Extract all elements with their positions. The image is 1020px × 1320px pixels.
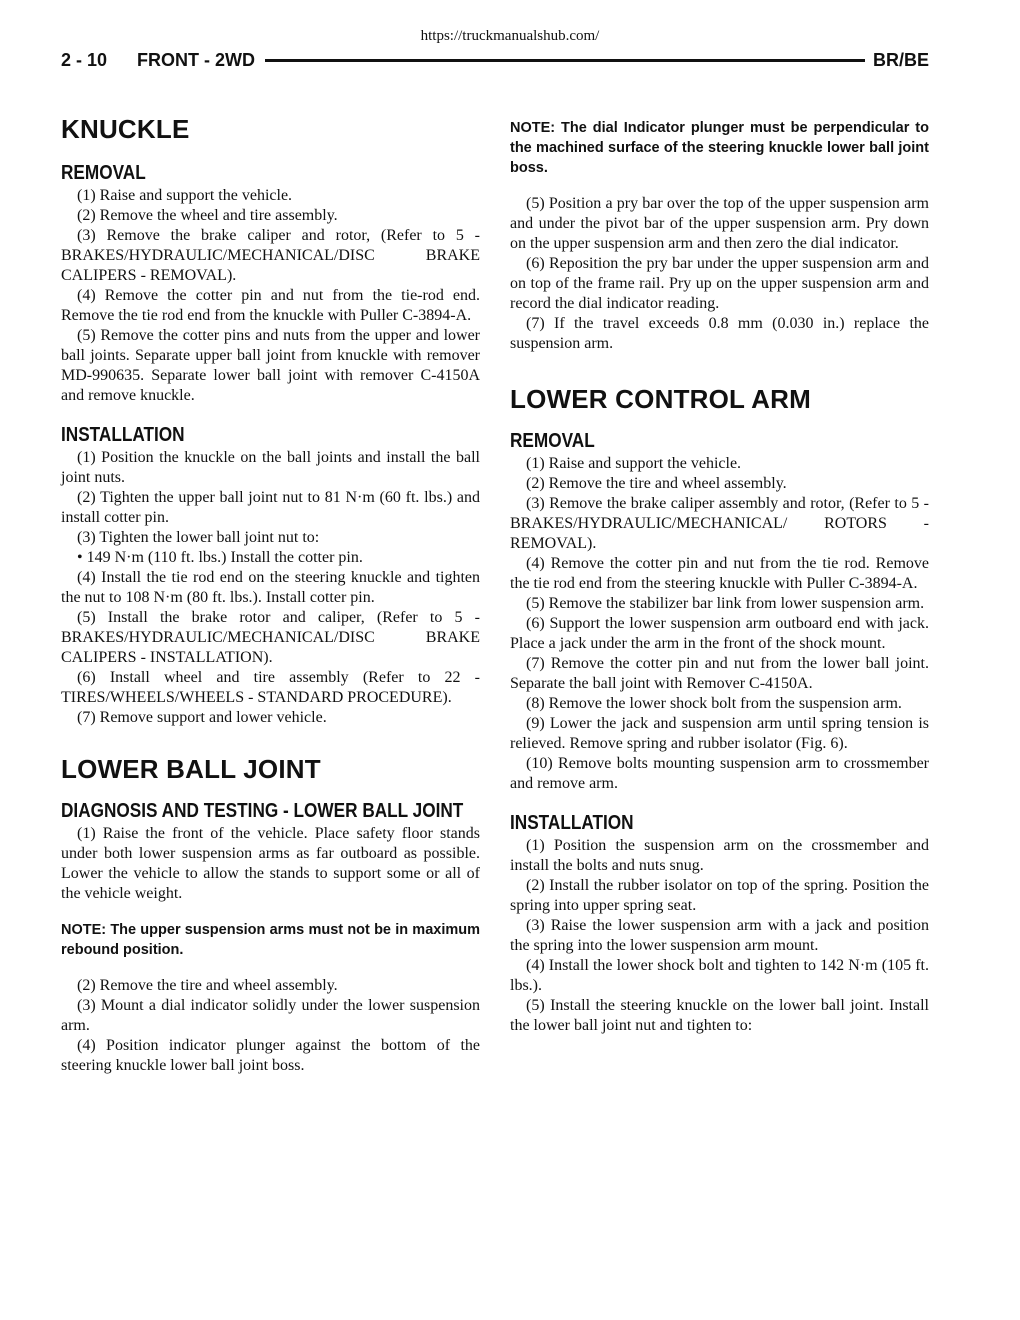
step: (1) Raise the front of the vehicle. Place safety floor stands under both lower suspension arms as far outboard as possible. Lower the vehicle to allow the stands to support some or all of the vehicle weight.	[61, 825, 480, 902]
knuckle-installation-steps	[61, 448, 480, 728]
note-text: NOTE: The upper suspension arms must not be in maximum rebound position.	[61, 922, 480, 958]
step: (1) Position the knuckle on the ball joints and install the ball joint nuts.	[61, 449, 480, 486]
step: (5) Position a pry bar over the top of the upper suspension arm and under the pivot bar of the upper suspension arm. Pry down on the upper suspension arm and then zero the dial indicator.	[510, 195, 929, 252]
step: (7) Remove support and lower vehicle.	[77, 709, 327, 726]
knuckle-installation-heading: INSTALLATION	[61, 424, 185, 446]
step: (7) If the travel exceeds 0.8 mm (0.030 in.) replace the suspension arm.	[510, 315, 929, 352]
step: (4) Position indicator plunger against the bottom of the steering knuckle lower ball joint boss.	[61, 1037, 480, 1074]
step: (4) Install the lower shock bolt and tighten to 142 N·m (105 ft. lbs.).	[510, 957, 929, 994]
knuckle-title: KNUCKLE	[61, 114, 190, 144]
step: (2) Install the rubber isolator on top of the spring. Position the spring into upper spring seat.	[510, 877, 929, 914]
step: (5) Install the brake rotor and caliper, (Refer to 5 - BRAKES/HYDRAULIC/MECHANICAL/DISC BRAKE CALIPERS - INSTALLATION).	[61, 609, 480, 666]
control-arm-removal-heading: REMOVAL	[510, 430, 595, 452]
step: (2) Remove the tire and wheel assembly.	[77, 977, 338, 994]
step: (5) Remove the stabilizer bar link from lower suspension arm.	[526, 595, 925, 612]
step: (4) Remove the cotter pin and nut from the tie rod. Remove the tie rod end from the steering knuckle with Puller C-3894-A.	[510, 555, 929, 592]
lower-control-arm-title: LOWER CONTROL ARM	[510, 384, 811, 414]
model-code: BR/BE	[872, 49, 929, 70]
step: (7) Remove the cotter pin and nut from the lower ball joint. Separate the ball joint with Remover C-4150A.	[510, 655, 929, 692]
control-arm-installation-heading: INSTALLATION	[510, 812, 634, 834]
step: (5) Install the steering knuckle on the lower ball joint. Install the lower ball joint nut and tighten to:	[510, 997, 929, 1034]
section-title: FRONT - 2WD	[137, 49, 256, 70]
control-arm-removal-steps	[510, 454, 929, 794]
step: (1) Raise and support the vehicle.	[526, 455, 742, 472]
ball-joint-steps	[61, 976, 480, 1076]
step: (1) Raise and support the vehicle.	[77, 187, 293, 204]
step: (2) Remove the wheel and tire assembly.	[77, 207, 338, 224]
diagnosis-heading: DIAGNOSIS AND TESTING - LOWER BALL JOINT	[61, 800, 464, 822]
knuckle-removal-heading: REMOVAL	[61, 162, 146, 184]
step: (4) Install the tie rod end on the steering knuckle and tighten the nut to 108 N·m (80 ft. lbs.). Install cotter pin.	[61, 569, 480, 606]
step: (2) Tighten the upper ball joint nut to 81 N·m (60 ft. lbs.) and install cotter pin.	[61, 489, 480, 526]
step: (6) Support the lower suspension arm outboard end with jack. Place a jack under the arm in the front of the shock mount.	[510, 615, 929, 652]
control-arm-installation-steps	[510, 836, 929, 1036]
step: (3) Remove the brake caliper assembly and rotor, (Refer to 5 - BRAKES/HYDRAULIC/MECHANICAL/ ROTORS - REMOVAL).	[510, 495, 929, 552]
step: (4) Remove the cotter pin and nut from the tie-rod end. Remove the tie rod end from the knuckle with Puller C-3894-A.	[61, 287, 480, 324]
step: (1) Position the suspension arm on the crossmember and install the bolts and nuts snug.	[510, 837, 929, 874]
step: (3) Tighten the lower ball joint nut to:	[77, 529, 320, 546]
step: (3) Mount a dial indicator solidly under the lower suspension arm.	[61, 997, 480, 1034]
step: (3) Raise the lower suspension arm with a jack and position the spring into the lower suspension arm mount.	[510, 917, 929, 954]
left-column	[61, 112, 480, 1076]
right-column	[510, 118, 929, 1036]
source-url: https://truckmanualshub.com/	[420, 28, 600, 44]
step: (10) Remove bolts mounting suspension arm to crossmember and remove arm.	[510, 755, 929, 792]
ball-joint-steps-continued	[510, 194, 929, 354]
step: (3) Remove the brake caliper and rotor, (Refer to 5 - BRAKES/HYDRAULIC/MECHANICAL/DISC BRAKE CALIPERS - REMOVAL).	[61, 227, 480, 284]
step: (8) Remove the lower shock bolt from the suspension arm.	[526, 695, 902, 712]
knuckle-removal-steps	[61, 186, 480, 406]
step: (6) Reposition the pry bar under the upper suspension arm and on top of the frame rail. Pry up on the upper suspension arm and record the dial indicator reading.	[510, 255, 929, 312]
step: (6) Install wheel and tire assembly (Refer to 22 - TIRES/WHEELS/WHEELS - STANDARD PROCEDURE).	[61, 669, 480, 706]
lower-ball-joint-title: LOWER BALL JOINT	[61, 754, 321, 784]
note-text: NOTE: The dial Indicator plunger must be perpendicular to the machined surface of the steering knuckle lower ball joint boss.	[510, 120, 929, 176]
step: (9) Lower the jack and suspension arm until spring tension is relieved. Remove spring and rubber isolator (Fig. 6).	[510, 715, 929, 752]
page-header	[61, 48, 929, 72]
page-number: 2 - 10	[61, 49, 108, 70]
step: (5) Remove the cotter pins and nuts from the upper and lower ball joints. Separate upper ball joint from knuckle with remover MD-990635. Separate lower ball joint with remover C-4150A and remove knuckle.	[61, 327, 480, 404]
header-rule	[265, 59, 865, 62]
step: (2) Remove the tire and wheel assembly.	[526, 475, 787, 492]
bullet-step: • 149 N·m (110 ft. lbs.) Install the cotter pin.	[77, 549, 363, 566]
